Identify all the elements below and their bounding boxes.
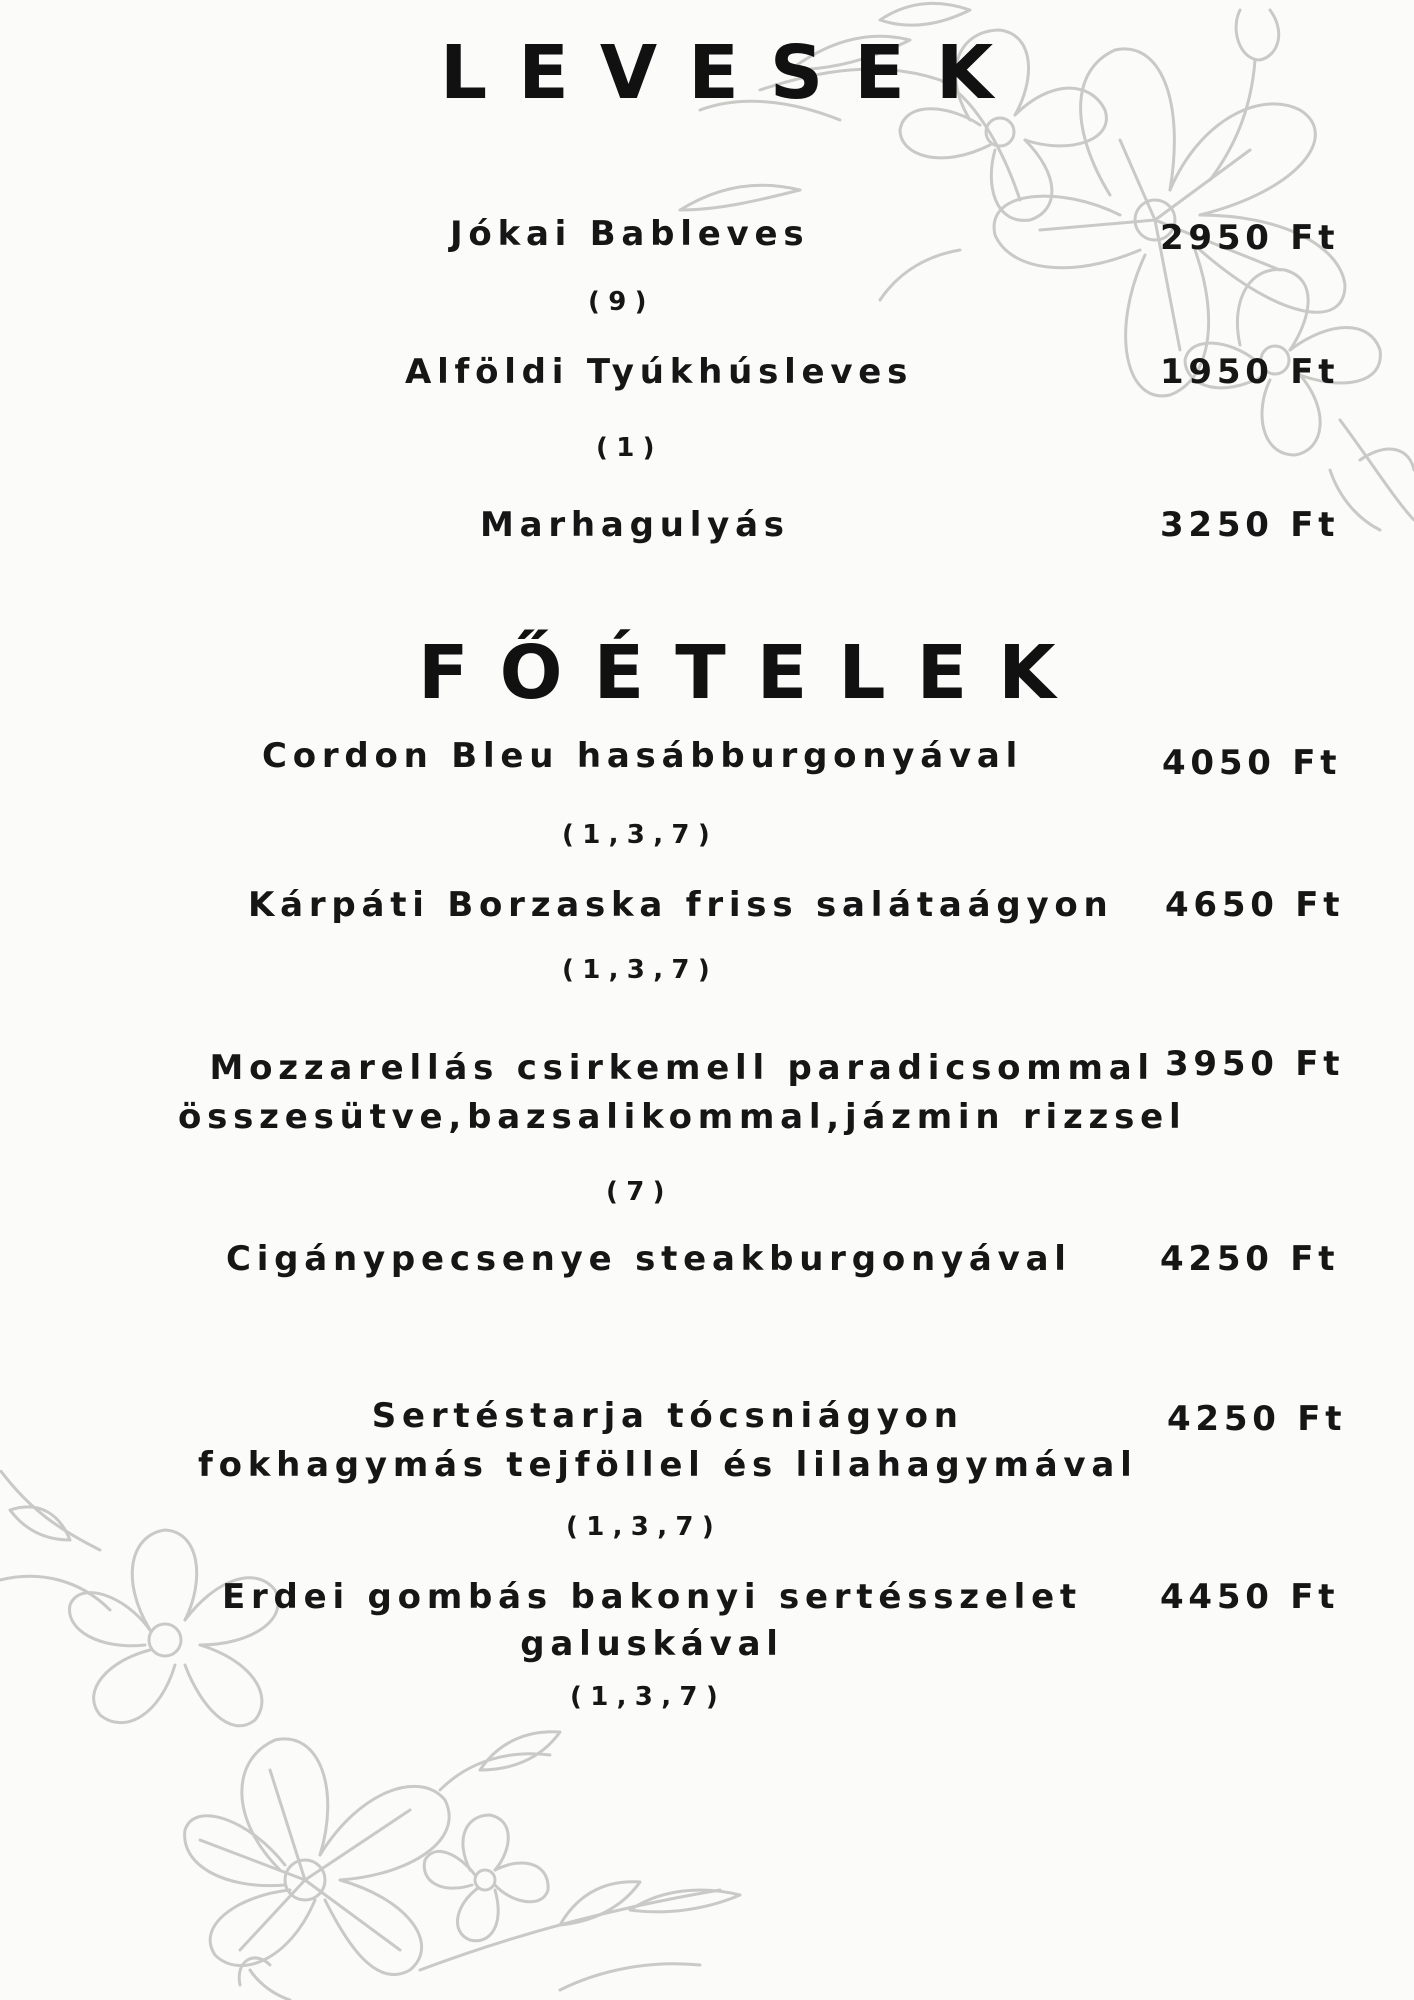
menu-item-price: 4650 Ft: [1165, 885, 1345, 925]
menu-item-price: 4250 Ft: [1160, 1239, 1340, 1279]
menu-item-allergens: (1,3,7): [562, 820, 719, 850]
menu-item-price: 2950 Ft: [1160, 218, 1340, 258]
floral-bottom-left-icon: [0, 1470, 760, 2000]
menu-item-price: 3950 Ft: [1165, 1044, 1345, 1084]
menu-item-name: Cigánypecsenye steakburgonyával: [226, 1239, 1072, 1279]
menu-item-price: 1950 Ft: [1160, 352, 1340, 392]
section-title-foetelek: FŐÉTELEK: [418, 630, 1087, 716]
menu-item-name: Sertéstarja tócsniágyon fokhagymás tejföllel és lilahagymával: [198, 1396, 1138, 1485]
menu-item-name: Kárpáti Borzaska friss salátaágyon: [248, 885, 1114, 925]
menu-item-price: 3250 Ft: [1160, 505, 1340, 545]
menu-item-name: Erdei gombás bakonyi sertésszelet galuskával: [222, 1577, 1082, 1664]
menu-item-allergens: (9): [588, 287, 655, 317]
menu-item-allergens: (1,3,7): [566, 1512, 723, 1542]
menu-item-price: 4050 Ft: [1162, 743, 1342, 783]
menu-item-allergens: (1): [596, 433, 663, 463]
menu-item-allergens: (1,3,7): [570, 1682, 727, 1712]
menu-item-allergens: (7): [606, 1177, 673, 1207]
section-title-levesek: LEVESEK: [440, 30, 1025, 116]
menu-item-price: 4450 Ft: [1160, 1577, 1340, 1617]
menu-item-price: 4250 Ft: [1167, 1399, 1347, 1439]
menu-item-allergens: (1,3,7): [562, 955, 719, 985]
menu-item-name: Marhagulyás: [480, 505, 790, 545]
menu-item-name: Jókai Bableves: [450, 214, 810, 254]
menu-item-name: Cordon Bleu hasábburgonyával: [262, 736, 1024, 776]
menu-item-name: Mozzarellás csirkemell paradicsommal összesütve,bazsalikommal,jázmin rizzsel: [178, 1048, 1187, 1137]
menu-item-name: Alföldi Tyúkhúsleves: [405, 352, 914, 392]
